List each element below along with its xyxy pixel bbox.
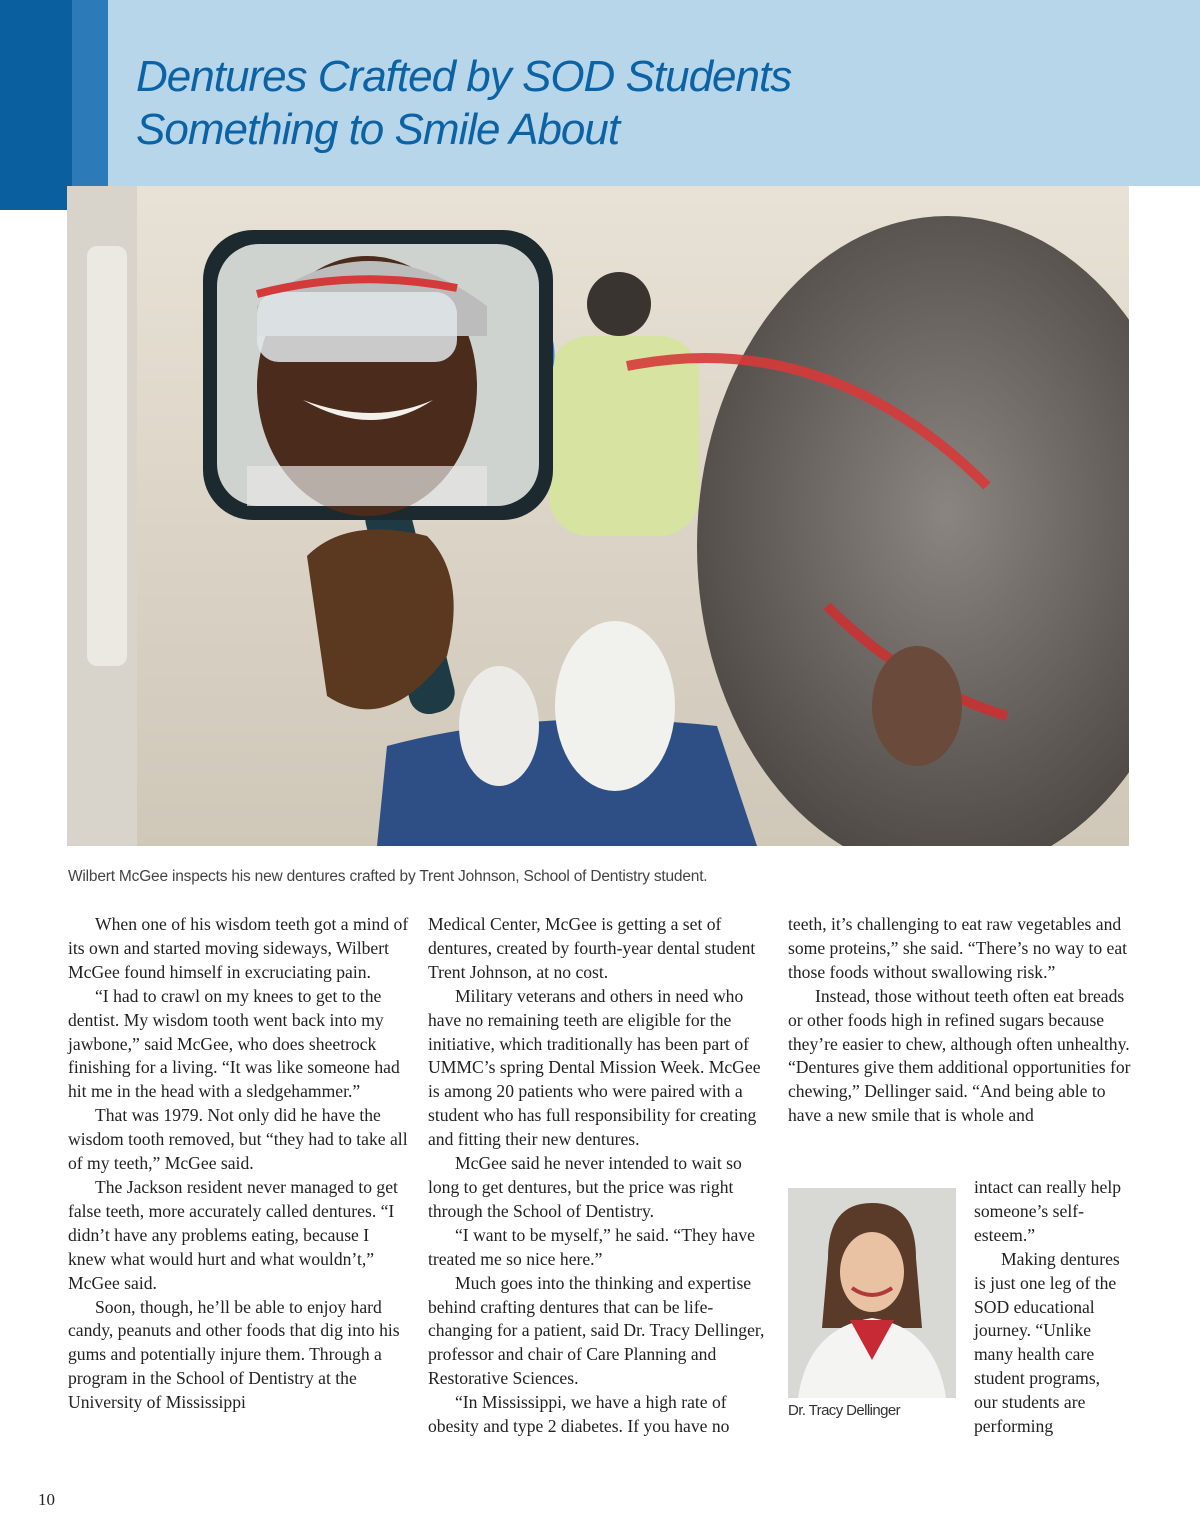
- article-title-line-2: Something to Smile About: [136, 105, 620, 154]
- wrapped-text-beside-headshot: [974, 1176, 1124, 1439]
- paragraph: “I had to crawl on my knees to get to the dentist. My wisdom tooth went back into my jawbone,” said McGee, who does sheetrock finishing for a living. “It was like someone had hit me in the head with a sledgehammer.”: [68, 985, 400, 1102]
- article-title-line-1: Dentures Crafted by SOD Students: [136, 52, 792, 101]
- paragraph: Medical Center, McGee is getting a set of dentures, created by fourth-year dental student Trent Johnson, at no cost.: [428, 914, 756, 982]
- article-title: [136, 50, 791, 156]
- headshot-illustration: [788, 1188, 956, 1398]
- headshot-photo: [788, 1188, 956, 1398]
- paragraph: intact can really help someone’s self-esteem.”: [974, 1177, 1122, 1245]
- paragraph: McGee said he never intended to wait so long to get dentures, but the price was right through the School of Dentistry.: [428, 1153, 742, 1221]
- article-column-1: [68, 913, 410, 1415]
- main-photo: [67, 186, 1129, 846]
- paragraph: “I want to be myself,” he said. “They have treated me so nice here.”: [428, 1224, 755, 1269]
- accent-bar-dark: [0, 0, 72, 210]
- paragraph: Much goes into the thinking and expertise behind crafting dentures that can be life-changing for a patient, said Dr. Tracy Dellinger, professor and chair of Care Planning and Restorative Sciences.: [428, 1272, 765, 1389]
- accent-bar-light: [72, 0, 108, 198]
- paragraph: Instead, those without teeth often eat breads or other foods high in refined sugars because they’re easier to chew, although often unhealthy. “Dentures give them additional opportunities for chewing,” Dellinger said. “And being able to have a new smile that is whole and: [788, 985, 1131, 1126]
- paragraph: Making dentures is just one leg of the SOD educational journey. “Unlike many health care student programs, our students are performing: [974, 1248, 1120, 1437]
- paragraph: Soon, though, he’ll be able to enjoy hard candy, peanuts and other foods that dig into his gums and potentially injure them. Through a program in the School of Dentistry at the University of Mississippi: [68, 1296, 400, 1413]
- paragraph: “In Mississippi, we have a high rate of obesity and type 2 diabetes. If you have no: [428, 1392, 730, 1437]
- article-column-2: [428, 913, 770, 1439]
- paragraph: When one of his wisdom teeth got a mind of its own and started moving sideways, Wilbert McGee found himself in excruciating pain.: [68, 914, 409, 982]
- paragraph: Military veterans and others in need who have no remaining teeth are eligible for the initiative, which traditionally has been part of UMMC’s spring Dental Mission Week. McGee is among 20 patients who were paired with a student who has full responsibility for creating and fitting their new dentures.: [428, 985, 761, 1150]
- paragraph: That was 1979. Not only did he have the wisdom tooth removed, but “they had to take all of my teeth,” McGee said.: [68, 1105, 408, 1174]
- headshot-caption: Dr. Tracy Dellinger: [788, 1402, 900, 1419]
- photo-caption: Wilbert McGee inspects his new dentures crafted by Trent Johnson, School of Dentistry student.: [68, 868, 708, 885]
- page-number: 10: [38, 1490, 55, 1509]
- paragraph: The Jackson resident never managed to get false teeth, more accurately called dentures. “I didn’t have any problems eating, because I knew what would hurt and what wouldn’t,” McGee said.: [68, 1176, 398, 1293]
- main-photo-illustration: [67, 186, 1129, 846]
- paragraph: teeth, it’s challenging to eat raw vegetables and some proteins,” she said. “There’s no way to eat those foods without swallowing risk.”: [788, 914, 1128, 982]
